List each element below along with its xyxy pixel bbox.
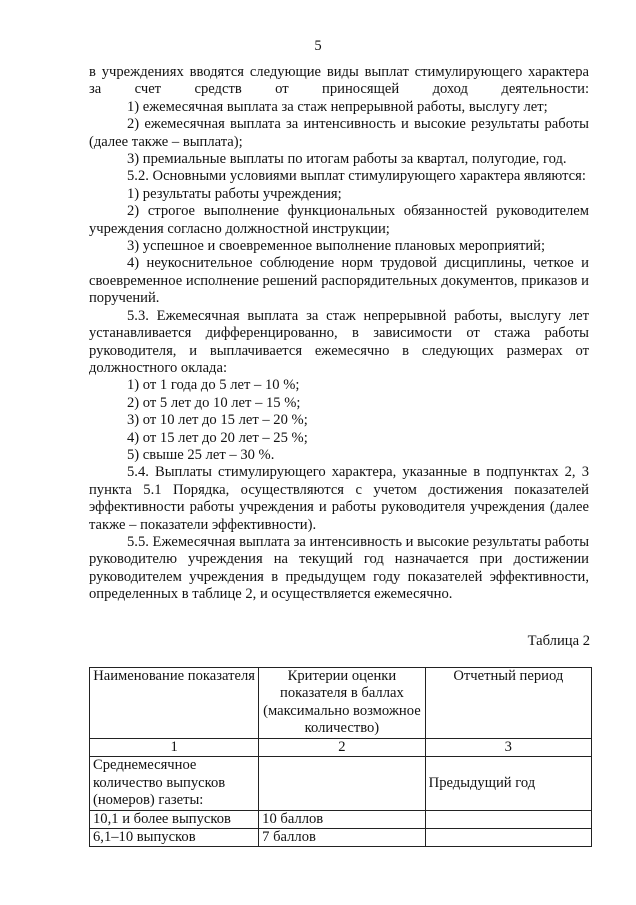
column-number: 1	[90, 739, 259, 757]
table-caption: Таблица 2	[527, 633, 590, 649]
list-item: 4) от 15 лет до 20 лет – 25 %;	[127, 429, 308, 446]
list-item: 1) ежемесячная выплата за стаж непрерывной работы, выслугу лет;	[127, 98, 548, 115]
list-item: 2) ежемесячная выплата за интенсивность и высокие результаты работы (далее также – выплата);	[89, 116, 589, 150]
header-cell: Критерии оценки показателя в баллах (максимально возможное количество)	[259, 668, 425, 739]
table-cell	[425, 810, 591, 828]
table-cell	[425, 829, 591, 847]
list-item: 5) свыше 25 лет – 30 %.	[127, 446, 275, 463]
table-row	[90, 810, 592, 828]
indicators-table	[89, 667, 592, 847]
list-item: 1) результаты работы учреждения;	[127, 185, 342, 202]
header-cell: Отчетный период	[425, 668, 591, 739]
table-row	[90, 757, 592, 810]
table-cell: 7 баллов	[259, 829, 425, 847]
table-cell: 10,1 и более выпусков	[90, 810, 259, 828]
list-item: 2) от 5 лет до 10 лет – 15 %;	[127, 394, 301, 411]
table-cell: Среднемесячное количество выпусков (номеров) газеты:	[90, 757, 259, 810]
section-5-2: 5.2. Основными условиями выплат стимулирующего характера являются:	[127, 168, 586, 185]
table-cell: Предыдущий год	[425, 757, 591, 810]
section-5-3: 5.3. Ежемесячная выплата за стаж непрерывной работы, выслугу лет устанавливается дифференцированно, в зависимости от стажа работы руководителя, и выплачивается ежемесячно в следующих размерах от должностного оклада:	[89, 307, 589, 376]
section-5-5: 5.5. Ежемесячная выплата за интенсивность и высокие результаты работы руководителю учреждения на текущий год назначается при достижении руководителем учреждения в предыдущем году показателей эффективности, определенных в таблице 2, и осуществляется ежемесячно.	[89, 533, 590, 603]
paragraph-intro: в учреждениях вводятся следующие виды выплат стимулирующего характера за счет средств от приносящей доход деятельности:	[89, 64, 589, 98]
table-cell: 6,1–10 выпусков	[90, 829, 259, 847]
list-item: 2) строгое выполнение функциональных обязанностей руководителем учреждения согласно должностной инструкции;	[89, 203, 589, 237]
document-body	[89, 64, 589, 604]
column-number: 2	[259, 739, 425, 757]
list-item: 1) от 1 года до 5 лет – 10 %;	[127, 377, 300, 394]
list-item: 3) успешное и своевременное выполнение плановых мероприятий;	[127, 238, 546, 255]
list-item: 4) неукоснительное соблюдение норм трудовой дисциплины, четкое и своевременное исполнение решений распорядительных документов, приказов и поручений.	[89, 255, 589, 307]
table-header-row	[90, 668, 592, 739]
column-number: 3	[425, 739, 591, 757]
column-number-row	[90, 739, 592, 757]
list-item: 3) премиальные выплаты по итогам работы за квартал, полугодие, год.	[127, 151, 567, 168]
table-cell	[259, 757, 425, 810]
table-row	[90, 829, 592, 847]
header-cell: Наименование показателя	[90, 668, 259, 739]
list-item: 3) от 10 лет до 15 лет – 20 %;	[127, 412, 308, 429]
table-cell: 10 баллов	[259, 810, 425, 828]
page-number: 5	[314, 38, 322, 54]
section-5-4: 5.4. Выплаты стимулирующего характера, указанные в подпунктах 2, 3 пункта 5.1 Порядка, осуществляются с учетом достижения показателей эффективности работы учреждения и работы руководителя учреждения (далее также – показатели эффективности).	[89, 464, 589, 533]
